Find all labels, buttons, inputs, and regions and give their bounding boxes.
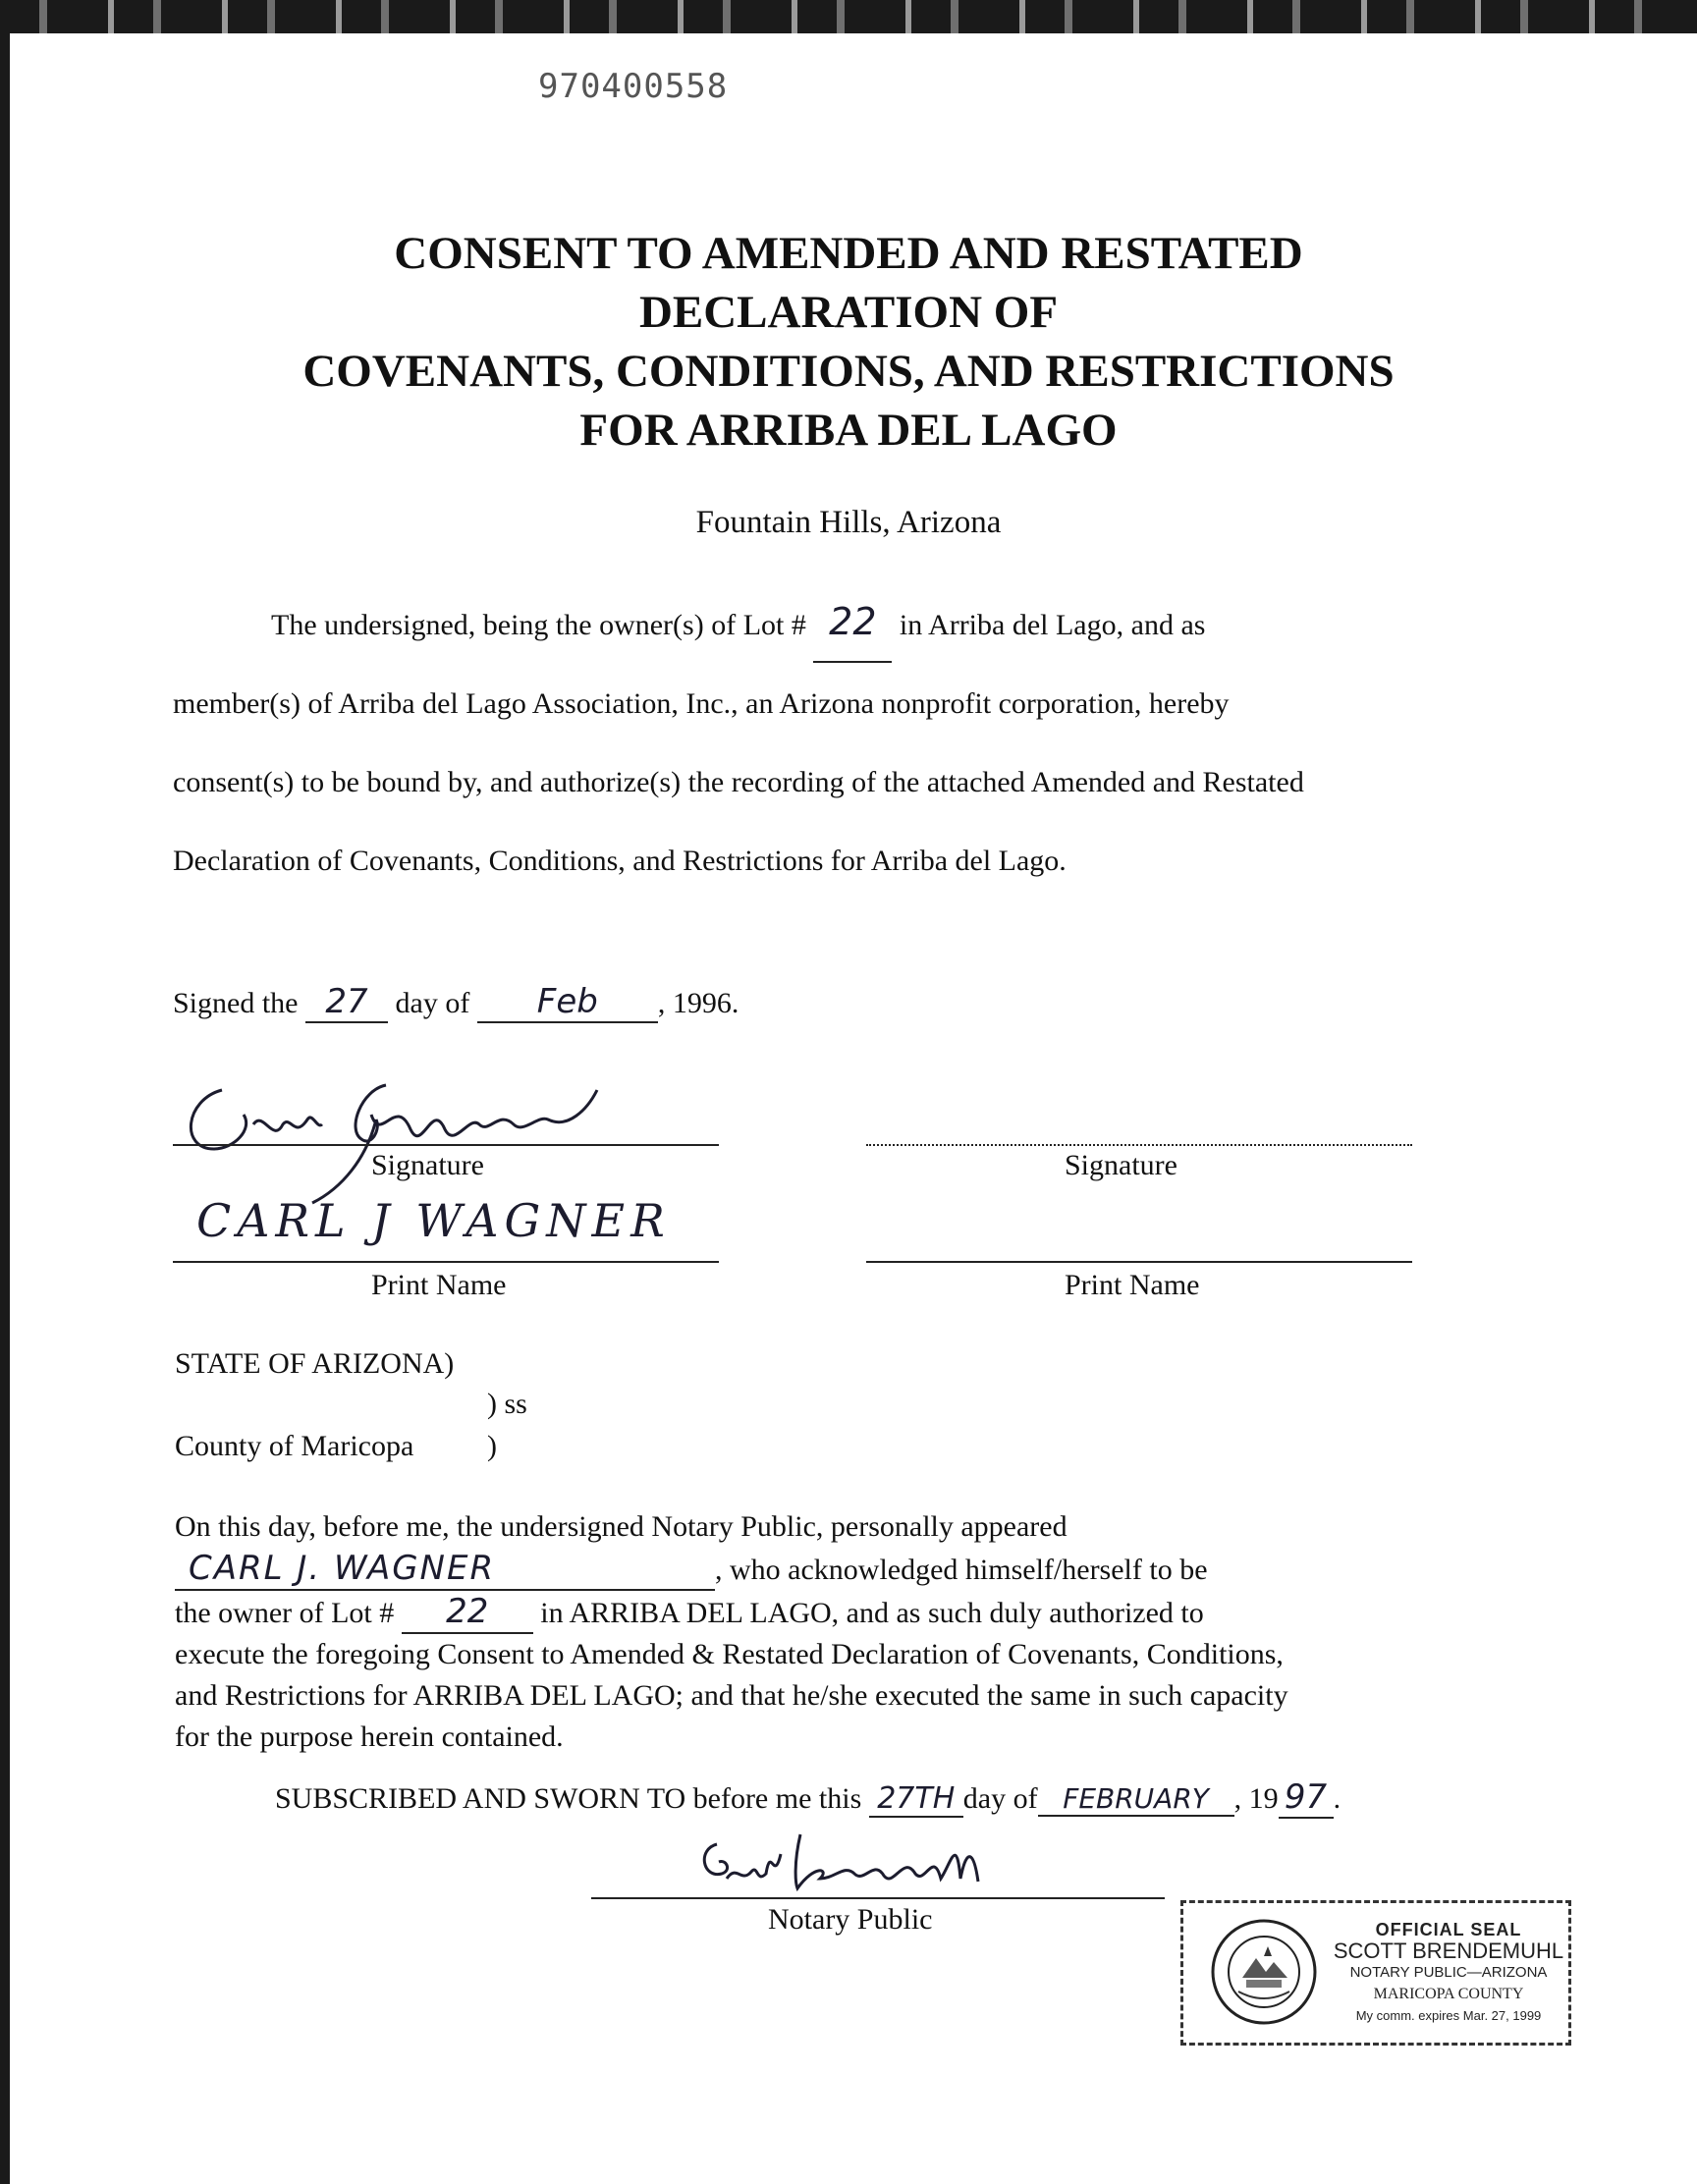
venue-state: STATE OF ARIZONA) [175,1347,455,1380]
state-seal-emblem [1209,1917,1319,2027]
notary-line-3 [175,1591,1451,1634]
seal-line-2: SCOTT BRENDEMUHL [1333,1938,1564,1963]
appeared-name-handwritten: CARL J. WAGNER [175,1548,715,1591]
document-title [0,224,1697,460]
consent-line-2: member(s) of Arriba del Lago Association, Inc., an Arizona nonprofit corporation, hereby [173,687,1230,720]
notary-lot-handwritten: 22 [402,1591,533,1634]
subscribed-prefix: SUBSCRIBED AND SWORN TO before me this [275,1782,862,1815]
print-name-label-right: Print Name [1065,1269,1200,1301]
signer-signature-drawing [175,1070,636,1208]
scan-top-band [0,0,1697,33]
notary-line-4: execute the foregoing Consent to Amended & Restated Declaration of Covenants, Conditions, [175,1638,1284,1670]
title-line-4: FOR ARRIBA DEL LAGO [579,405,1118,456]
official-notary-seal [1180,1900,1571,2046]
signed-date-line [173,982,739,1023]
signed-year: , 1996. [657,987,739,1019]
seal-line-5: My comm. expires Mar. 27, 1999 [1355,2008,1542,2023]
seal-text-block [1331,1919,1566,2027]
notary-line-2-after: , who acknowledged himself/herself to be [715,1554,1208,1586]
signed-middle: day of [395,987,470,1019]
seal-line-3: NOTARY PUBLIC—ARIZONA [1349,1964,1548,1981]
notary-paragraph [175,1506,1451,1758]
subscribed-end: . [1333,1782,1341,1815]
subscribed-day-handwritten: 27TH [869,1781,963,1818]
title-line-1: CONSENT TO AMENDED AND RESTATED [394,228,1303,279]
venue-county-paren: ) [487,1430,497,1462]
subscribed-year-handwritten: 97 [1279,1777,1334,1819]
title-line-2: DECLARATION OF [638,287,1059,338]
venue-ss: ) ss [487,1388,527,1420]
subscribed-month-handwritten: FEBRUARY [1038,1782,1234,1817]
notary-signature-drawing [687,1825,1041,1903]
notary-signature-line [591,1897,1165,1899]
notary-line-5: and Restrictions for ARRIBA DEL LAGO; and that he/she executed the same in such capacity [175,1679,1288,1712]
signature-line-right [866,1144,1412,1146]
signed-month-handwritten: Feb [477,982,658,1023]
subscribed-line [275,1777,1341,1819]
seal-line-1: OFFICIAL SEAL [1375,1920,1522,1939]
consent-line-1 [173,582,1450,665]
print-name-line-left [173,1261,719,1263]
signature-line-left [173,1144,719,1146]
document-number: 970400558 [538,67,729,106]
consent-paragraph [173,582,1450,901]
location: Fountain Hills, Arizona [695,505,1002,540]
notary-line-3-after: in ARRIBA DEL LAGO, and as such duly authorized to [540,1597,1204,1629]
notary-line-3-before: the owner of Lot # [175,1597,395,1629]
signer-print-name: CARL J WAGNER [196,1194,671,1247]
notary-line-1: On this day, before me, the undersigned Notary Public, personally appeared [175,1510,1067,1543]
consent-line-4: Declaration of Covenants, Conditions, and Restrictions for Arriba del Lago. [173,845,1067,877]
title-line-3: COVENANTS, CONDITIONS, AND RESTRICTIONS [302,346,1395,397]
seal-line-4: MARICOPA COUNTY [1373,1986,1524,2002]
signed-prefix: Signed the [173,987,299,1019]
notary-signature-text [707,1836,716,1837]
print-name-line-right [866,1261,1412,1263]
lot-number-handwritten: 22 [813,582,892,663]
consent-line-3: consent(s) to be bound by, and authorize(s) the recording of the attached Amended and Restated [173,766,1304,798]
print-name-label-left: Print Name [371,1269,507,1301]
consent-line-1-after: in Arriba del Lago, and as [899,609,1206,641]
signature-label-right: Signature [1065,1149,1177,1181]
notary-line-6: for the purpose herein contained. [175,1720,564,1753]
signed-day-handwritten: 27 [305,982,388,1023]
subscribed-year-prefix: , 19 [1233,1782,1279,1815]
notary-line-2 [175,1548,1451,1591]
consent-line-1-before: The undersigned, being the owner(s) of Lot # [271,609,806,641]
notary-public-label: Notary Public [768,1903,933,1936]
subscribed-middle: day of [962,1782,1038,1815]
venue-county: County of Maricopa [175,1430,414,1462]
signer-signature-text [192,1078,198,1079]
signature-label-left: Signature [371,1149,484,1181]
